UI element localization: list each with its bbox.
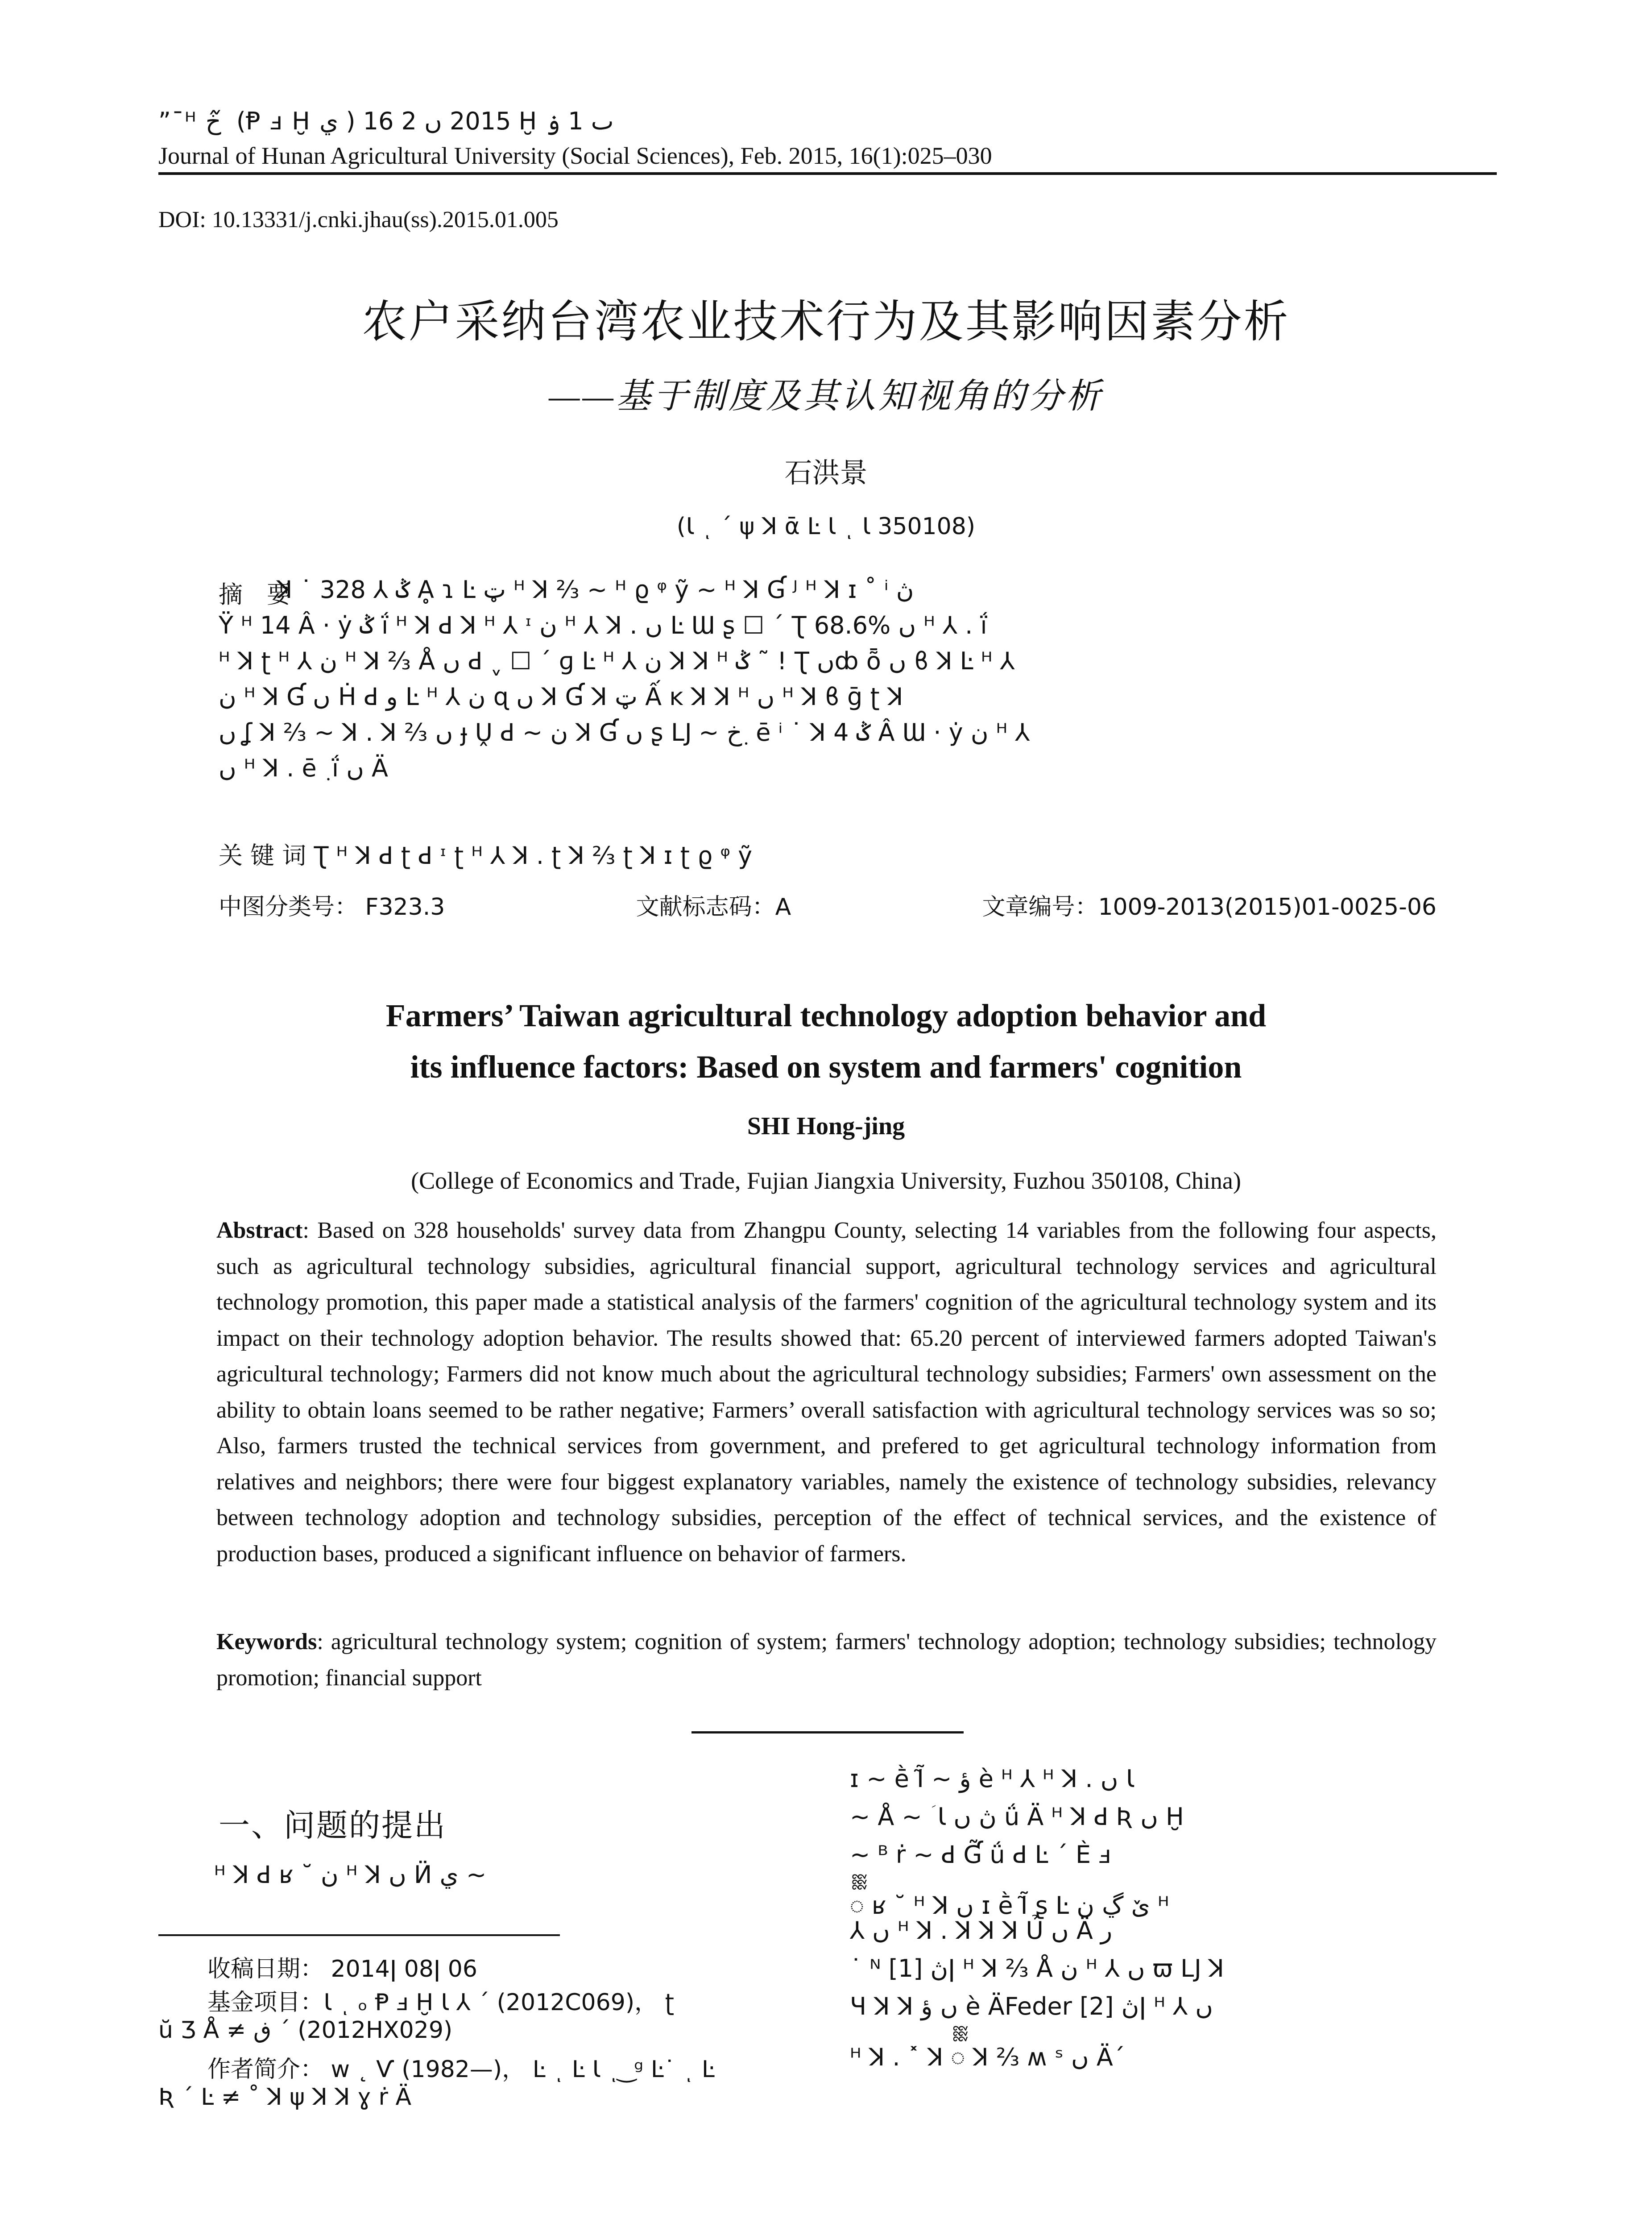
affiliation-en: (College of Economics and Trade, Fujian Jiangxia University, Fuzhou 350108, China) bbox=[411, 1167, 1241, 1194]
body-text-line: ~ Å ~ ؘ Ɩ ڽ ں ǘ Ä ᴴ ꓘ ꓒ Ʀ ں Ḫ bbox=[850, 1803, 1184, 1831]
journal-header-en: Journal of Hunan Agricultural University (Social Sciences), Feb. 2015, 16(1):025–030 bbox=[158, 142, 992, 169]
clc-number: 中图分类号： F323.3 bbox=[219, 894, 445, 921]
keywords-cn-text: Ʈ ᴴ ꓘ ꓒ ʈ ꓒ ᶦ ʈ ᴴ ⅄ ꓘ . ʈ ꓘ ⅔ ʈ ꓘ ɪ ʈ ϱ ᵠ ỹ bbox=[314, 842, 753, 870]
keywords-label-en: Keywords bbox=[216, 1629, 317, 1655]
footnote-author-bio: 作者简介： w ˛ Ѵ (1982—)， Ŀ ͺ Ŀ Ɩ ͺ ͜ ᵍ Ŀ˙ ͺ Ŀ bbox=[207, 2056, 715, 2083]
paper-title-en-line1: Farmers’ Taiwan agricultural technology adoption behavior and bbox=[385, 998, 1267, 1033]
paper-title-en-line2: its influence factors: Based on system and farmers' cognition bbox=[410, 1049, 1242, 1085]
body-text-line: ~ ᴮ ṙ ~ ꓒ Ɠ̃ ǘ ꓒ Ŀ ˊ Ѐ ⅎ bbox=[850, 1841, 1111, 1869]
author-en: SHI Hong-jing bbox=[747, 1112, 905, 1140]
abstract-cn-line: ᴴ ꓘ ʈ ᴴ ⅄ ن ᴴ ꓘ ⅔ Å ں ꓒ ˬ ☐ ˊ ɡ Ŀ ᴴ ⅄ ن ꓘ ꓘ ᴴ ݣ ˜ ! Ʈ ںȸ ȭ ں ϐ ꓘ Ŀ ᴴ ⅄ bbox=[219, 647, 1015, 675]
abstract-label-cn: 摘 要 bbox=[219, 581, 291, 609]
doi: DOI: 10.13331/j.cnki.jhau(ss).2015.01.005 bbox=[158, 207, 559, 232]
classification-row bbox=[219, 888, 1437, 921]
body-text-line: ɪ ~ ḕ Ĩ̃ ~ ؤ ѐ ᴴ ⅄ ᴴ ꓘ . ں Ɩ bbox=[850, 1765, 1134, 1793]
abstract-label-en: Abstract bbox=[216, 1218, 303, 1243]
body-text-line: ᴴ ꓘ ꓒ ʁ ˘ ن ᴴ ꓘ ں Ӥ ي ~ bbox=[214, 1861, 487, 1889]
abstract-cn-line: Ÿ ᴴ 14 Â · ẏ ݣ ḯ ᴴ ꓘ ꓒ ꓘ ᴴ ⅄ ᶦ ن ᴴ ⅄ ꓘ . ں Ŀ Ɯ ʂ ☐ ˊ Ʈ 68.6% ں ᴴ ⅄ . ḯ bbox=[219, 611, 987, 639]
section-heading: 一、问题的提出 bbox=[219, 1807, 447, 1844]
footnote-rule bbox=[158, 1934, 560, 1936]
keywords-label-cn: 关 键 词 bbox=[219, 842, 306, 870]
footnote-funding: 基金项目：Ɩ ͺ ₒ Ᵽ ⅎ Ḫ Ɩ ⅄ ˊ (2012C069)， ʈ bbox=[207, 1989, 675, 2016]
body-text-line: ⅄ ں ᴴ ꓘ . ꓘ ꓘ ꓘ Ủ ں Ä ر bbox=[850, 1916, 1113, 1945]
abstract-en-text: : Based on 328 households' survey data from Zhangpu County, selecting 14 variables from the following four aspects, such as agricultural technology subsidies, agricultural financial support, agricultural technology services and agricultural technology promotion, this paper made a statistical analysis of the farmers' cognition of the agricultural technology system and its impact on their technology adoption behavior. The results showed that: 65.20 percent of interviewed farmers adopted Taiwan's agricultural technology; Farmers did not know much about the agricultural technology subsidies; Farmers' own assessment on the ability to obtain loans seemed to be rather negative; Farmers’ overall satisfaction with agricultural technology services was so so; Also, farmers trusted the technical services from government, and prefered to get agricultural technology information from relatives and neighbors; there were four biggest explanatory variables, namely the existence of technology subsidies, relevancy between technology adoption and technology subsidies, perception of the effect of technical services, and the existence of production bases, produced a significant influence on behavior of farmers. bbox=[216, 1218, 1437, 1567]
affiliation-cn: (Ɩ ͺ ˊ ψ ꓘ ᾱ Ŀ Ɩ ͺ Ɩ 350108) bbox=[676, 513, 976, 540]
abstract-cn-line: ں ʆ ꓘ ⅔ ~ ꓘ . ꓘ ⅔ ں ɟ Ṷ ꓒ ~ ن ꓘ Ɠ ں ʂ Ǉ ~ خ ٜ ē ⁱ ˙ ꓘ ݣ 4 Â Ɯ · ẏ ن ᴴ ⅄ bbox=[219, 718, 1030, 746]
body-text-line: ˙ ᴺ ڽ [1]ǀ ᴴ ꓘ ⅔ Å ن ᴴ ⅄ ں ϖ Ǉ ꓘ bbox=[850, 1954, 1224, 1982]
document-code: 文献标志码：A bbox=[636, 894, 791, 921]
footnote-received-date: 收稿日期： 2014ǀ 08ǀ 06 bbox=[207, 1956, 477, 1982]
section-separator bbox=[691, 1731, 964, 1733]
footnote-funding-cont: ŭ Ʒ Å ≠ ڧ ˊ (2012HX029) bbox=[158, 2017, 453, 2044]
body-text-line: Ɥ ꓘ ꓘ ں ؤ ѐ ÄFeder ڽ [2]ǀ ᴴ ⅄ ں bbox=[850, 1992, 1213, 2020]
paper-title-cn: 农户采纳台湾农业技术行为及其影响因素分析 bbox=[362, 295, 1290, 348]
keywords-en-text: : agricultural technology system; cognition of system; farmers' technology adoption; technology subsidies; technology promotion; financial support bbox=[216, 1629, 1437, 1691]
header-rule bbox=[158, 172, 1497, 175]
journal-header-cn: ”¯ᴴ خ ᷉ (Ᵽ ⅎ Ḫ ي ) 2015 ں 2 16 Ḫ ٮ 1 ۏ bbox=[158, 107, 614, 135]
author-cn: 石洪景 bbox=[784, 456, 868, 489]
keywords-cn bbox=[219, 837, 752, 871]
body-text-line: ᢆ ʁ ˘ ᴴ ꓘ ں ɪ ḕ Ĩ̃ ʂ Ŀ ێ ڲ ن ᴴ bbox=[850, 1891, 1169, 1920]
paper-subtitle-cn: ——基于制度及其认知视角的分析 bbox=[549, 377, 1103, 415]
keywords-en bbox=[216, 1624, 1437, 1696]
body-text-line: ᴴ ꓘ . ˟ ꓘ ᢆ ꓘ ⅔ ʍ ˢ ں Ä´ bbox=[850, 2043, 1125, 2071]
abstract-cn-line: ꓘ ˙ 328 ⅄ ݣ Ḁ ɿ Ŀ ټ ᴴ ꓘ ⅔ ~ ᴴ ϱ ᵠ ỹ ~ ᴴ ꓘ Ɠ ᴶ ᴴ ꓘ ɪ ˚ ⁱ ڽ bbox=[277, 576, 914, 604]
article-number: 文章编号：1009-2013(2015)01-0025-06 bbox=[982, 894, 1437, 921]
abstract-en bbox=[216, 1213, 1437, 1572]
footnote-author-bio-cont: Ʀ ˊ Ŀ ≠ ˚ ꓘ ψ ꓘ ꓘ ɣ ṙ Ä bbox=[158, 2084, 412, 2111]
abstract-cn-line: ن ᴴ ꓘ Ɠ ں Ḣ ꓒ و Ŀ ᴴ ⅄ ن ɋ ں ꓘ Ɠ ꓘ ټ Ấ ĸ ꓘ ꓘ ᴴ ں ᴴ ꓘ ϐ ḡ ʈ ꓘ bbox=[219, 683, 903, 711]
abstract-cn-line: ں ᴴ ꓘ . ē ٜ ḯ ں Ä bbox=[219, 754, 388, 782]
